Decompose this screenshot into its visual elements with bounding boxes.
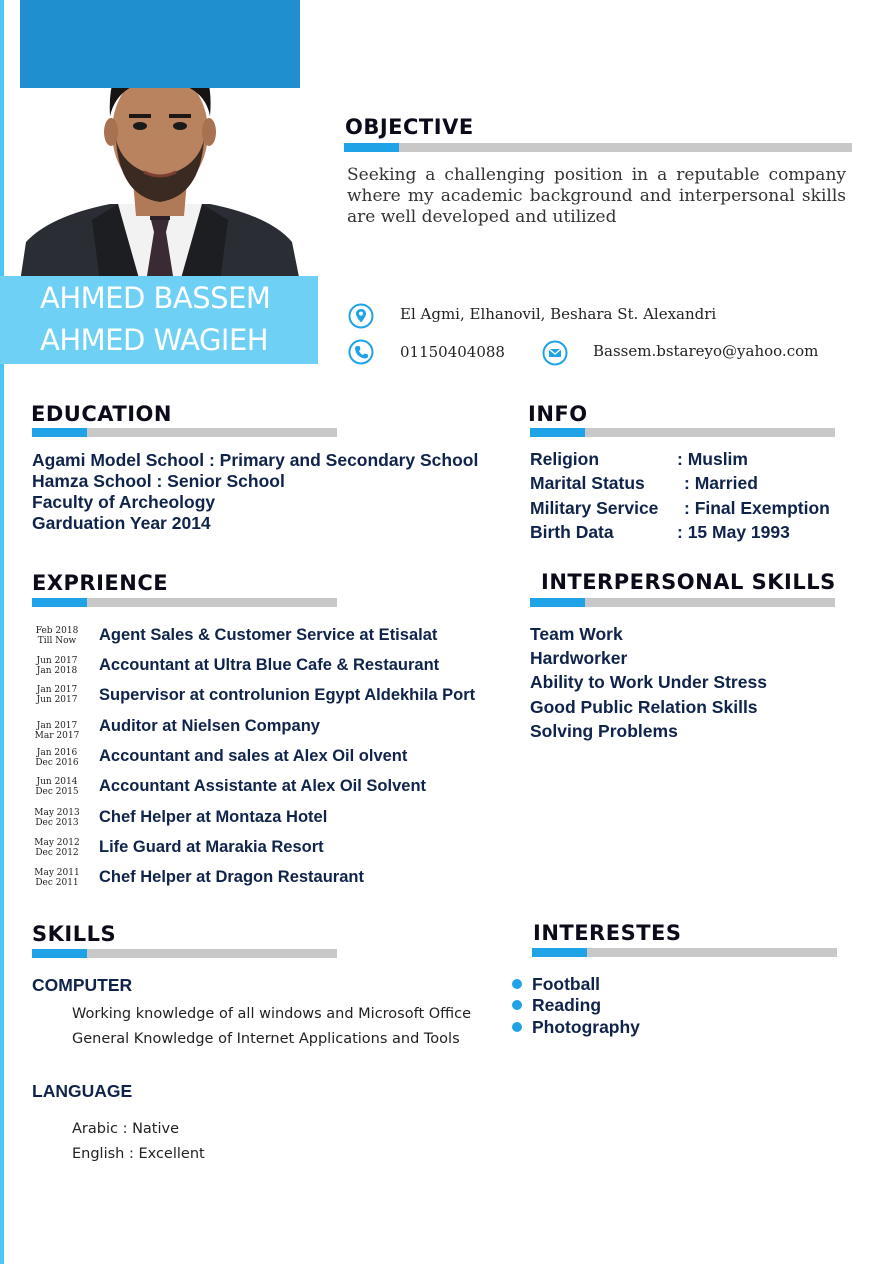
info-label: Religion — [530, 449, 600, 469]
phone-text: 01150404088 — [400, 343, 505, 361]
computer-skill: General Knowledge of Internet Applications and Tools — [72, 1031, 460, 1047]
experience-title: Supervisor at controlunion Egypt Aldekhila Port — [99, 686, 476, 704]
info-value: : Muslim — [677, 449, 748, 469]
interpersonal-item: Hardworker — [530, 648, 628, 668]
experience-title: Agent Sales & Customer Service at Etisalat — [99, 626, 438, 644]
objective-text: Seeking a challenging position in a reputable company where my academic background and interpersonal skills are well developed and utilized — [347, 165, 846, 227]
interpersonal-item: Ability to Work Under Stress — [530, 672, 767, 692]
experience-date: May 2012 Dec 2012 — [34, 838, 80, 858]
interests-heading: INTERESTES — [533, 921, 682, 945]
experience-date: May 2011 Dec 2011 — [34, 868, 80, 888]
interest-item: Reading — [532, 995, 602, 1015]
email-icon — [542, 340, 568, 366]
location-icon — [348, 303, 374, 329]
interest-item: Football — [532, 974, 601, 994]
name-line-2: AHMED WAGIEH — [40, 323, 269, 357]
experience-title: Accountant and sales at Alex Oil olvent — [99, 747, 408, 765]
bullet-dot — [512, 1000, 522, 1010]
bullet-dot — [512, 1022, 522, 1032]
interpersonal-divider — [530, 598, 835, 607]
interpersonal-heading: INTERPERSONAL SKILLS — [541, 570, 836, 594]
experience-date: Jan 2017 Mar 2017 — [34, 721, 80, 741]
interpersonal-item: Solving Problems — [530, 721, 678, 741]
education-line: Agami Model School : Primary and Secondary School — [32, 450, 479, 470]
education-line: Hamza School : Senior School — [32, 471, 285, 491]
info-divider — [530, 428, 835, 437]
experience-date: Jan 2017 Jun 2017 — [36, 685, 78, 705]
info-label: Military Service — [530, 498, 659, 518]
experience-title: Accountant Assistante at Alex Oil Solvent — [99, 777, 427, 795]
experience-date: Jun 2017 Jan 2018 — [36, 656, 78, 676]
experience-heading: EXPRIENCE — [32, 571, 169, 595]
skills-heading: SKILLS — [32, 922, 117, 946]
experience-date: Feb 2018 Till Now — [35, 626, 79, 646]
objective-heading: OBJECTIVE — [345, 115, 474, 139]
computer-skill: Working knowledge of all windows and Microsoft Office — [72, 1006, 472, 1022]
education-divider — [32, 428, 337, 437]
experience-date: May 2013 Dec 2013 — [34, 808, 80, 828]
info-heading: INFO — [528, 402, 588, 426]
interpersonal-item: Team Work — [530, 624, 623, 644]
experience-title: Chef Helper at Dragon Restaurant — [99, 868, 364, 886]
experience-title: Life Guard at Marakia Resort — [99, 838, 324, 856]
education-line: Garduation Year 2014 — [32, 513, 211, 533]
language-item: English : Excellent — [72, 1146, 205, 1162]
address-text: El Agmi, Elhanovil, Beshara St. Alexandri — [400, 305, 717, 323]
interests-divider — [532, 948, 837, 957]
language-item: Arabic : Native — [72, 1121, 180, 1137]
skills-divider — [32, 949, 337, 958]
experience-divider — [32, 598, 337, 607]
education-heading: EDUCATION — [31, 402, 172, 426]
email-text: Bassem.bstareyo@yahoo.com — [593, 342, 819, 360]
left-accent-rule — [0, 0, 4, 1264]
computer-heading: COMPUTER — [32, 975, 133, 995]
bullet-dot — [512, 979, 522, 989]
objective-divider — [344, 143, 852, 152]
name-banner-inner — [20, 0, 300, 88]
education-line: Faculty of Archeology — [32, 492, 216, 512]
interest-item: Photography — [532, 1017, 640, 1037]
phone-icon — [348, 339, 374, 365]
experience-date: Jun 2014 Dec 2015 — [35, 777, 79, 797]
experience-title: Accountant at Ultra Blue Cafe & Restaurant — [99, 656, 440, 674]
info-value: : Married — [684, 473, 758, 493]
info-label: Birth Data — [530, 522, 614, 542]
experience-date: Jan 2016 Dec 2016 — [35, 748, 79, 768]
info-value: : 15 May 1993 — [677, 522, 790, 542]
language-heading: LANGUAGE — [32, 1081, 133, 1101]
info-label: Marital Status — [530, 473, 645, 493]
experience-title: Auditor at Nielsen Company — [99, 717, 320, 735]
name-line-1: AHMED BASSEM — [40, 281, 271, 315]
experience-title: Chef Helper at Montaza Hotel — [99, 808, 328, 826]
interpersonal-item: Good Public Relation Skills — [530, 697, 758, 717]
info-value: : Final Exemption — [684, 498, 830, 518]
